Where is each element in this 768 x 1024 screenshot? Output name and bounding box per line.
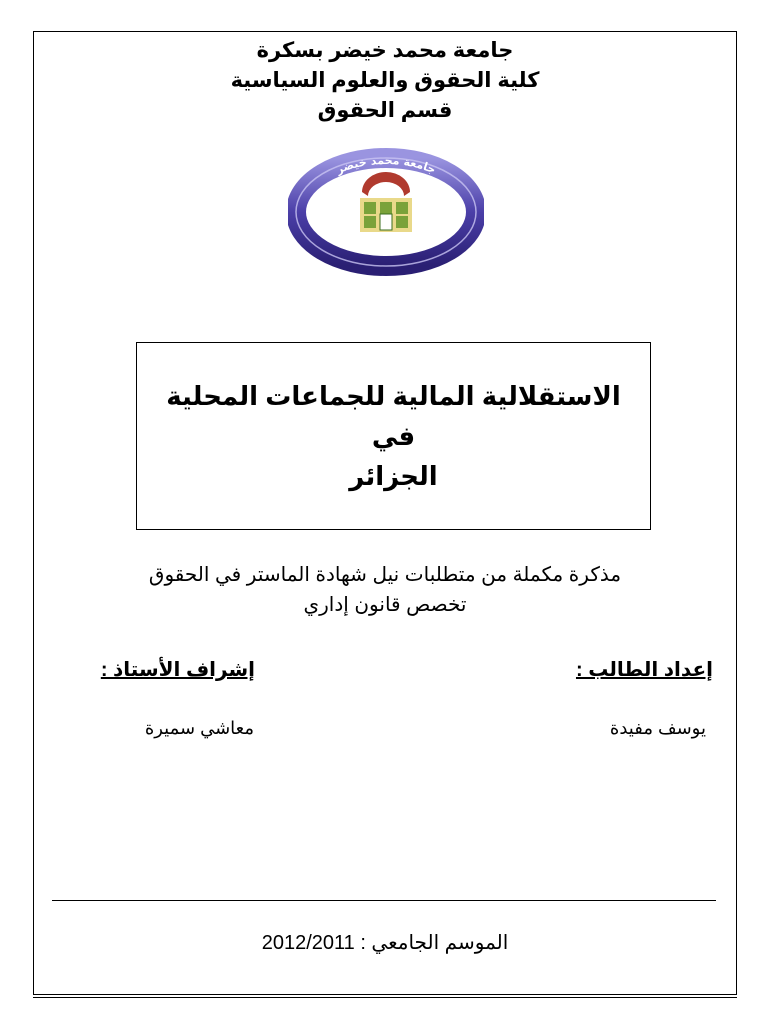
- page-border-bottom-line: [33, 997, 737, 998]
- student-label: إعداد الطالب :: [575, 659, 713, 681]
- supervisor-name: معاشي سميرة: [144, 718, 254, 738]
- faculty-name: كلية الحقوق والعلوم السياسية: [230, 69, 540, 92]
- degree-requirement: مذكرة مكملة من متطلبات نيل شهادة الماستر في الحقوق: [148, 564, 622, 586]
- institution-header: [33, 36, 737, 126]
- thesis-title-line-1: الاستقلالية المالية للجماعات المحلية في: [166, 381, 621, 451]
- thesis-title-box: [136, 342, 651, 530]
- thesis-description: [33, 560, 737, 620]
- thesis-title-line-2: الجزائر: [349, 461, 438, 491]
- academic-year: الموسم الجامعي : 2012/2011: [261, 932, 509, 954]
- logo-ring-bottom-text: كلية الحقوق و العلوم السياسية: [320, 225, 452, 256]
- logo-ring-top-text: جامعة محمد خيضر: [334, 153, 438, 177]
- supervisor-label: إشراف الأستاذ :: [100, 659, 255, 681]
- thesis-title: [164, 376, 624, 496]
- university-logo: [288, 148, 484, 276]
- student-name: يوسف مفيدة: [609, 718, 706, 738]
- specialization: تخصص قانون إداري: [303, 594, 467, 616]
- department-name: قسم الحقوق: [317, 99, 453, 122]
- logo-emblem: [360, 172, 412, 232]
- footer-divider: [52, 900, 716, 901]
- university-name: جامعة محمد خيضر بسكرة: [256, 39, 514, 62]
